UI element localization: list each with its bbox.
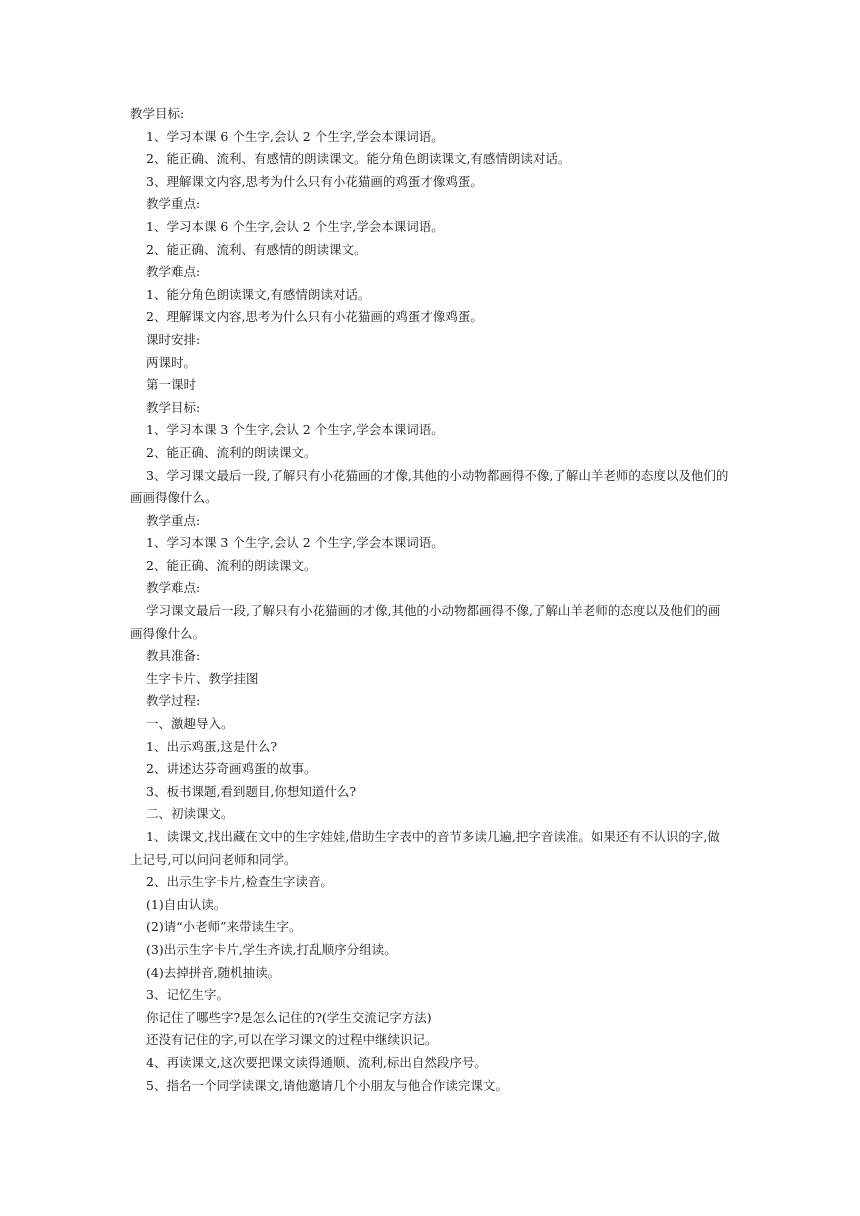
text-line: 2、能正确、流利的朗读课文。 <box>146 444 317 460</box>
text-line: 学习课文最后一段,了解只有小花猫画的才像,其他的小动物都画得不像,了解山羊老师的态度以及他们的画画得像什么。 <box>130 603 721 641</box>
text-line: 一、激趣导入。 <box>146 716 234 732</box>
text-line: 1、学习本课 3 个生字,会认 2 个生字,学会本课词语。 <box>146 422 444 438</box>
text-line: 还没有记住的字,可以在学习课文的过程中继续识记。 <box>146 1032 438 1048</box>
text-line: 1、学习本课 6 个生字,会认 2 个生字,学会本课词语。 <box>146 128 444 144</box>
text-line: 教学难点: <box>146 264 201 280</box>
text-line: 教学过程: <box>146 693 201 709</box>
text-line: 2、讲述达芬奇画鸡蛋的故事。 <box>146 761 317 777</box>
text-line: 1、学习本课 3 个生字,会认 2 个生字,学会本课词语。 <box>146 535 444 551</box>
text-line: (4)去掉拼音,随机抽读。 <box>146 964 281 980</box>
text-line: 教学重点: <box>146 512 201 528</box>
text-line: 教学目标: <box>130 106 185 121</box>
text-line: 3、学习课文最后一段,了解只有小花猫画的才像,其他的小动物都画得不像,了解山羊老师的态度以及他们的画画得像什么。 <box>130 467 729 506</box>
text-line: 4、再读课文,这次要把课文读得通顺、流利,标出自然段序号。 <box>146 1054 487 1070</box>
text-line: 1、能分角色朗读课文,有感情朗读对话。 <box>146 286 371 302</box>
text-line: 3、板书课题,看到题目,你想知道什么? <box>146 783 357 799</box>
text-line: (1)自由认读。 <box>146 896 227 912</box>
text-line: 二、初读课文。 <box>146 806 234 822</box>
text-line: 教学目标: <box>146 399 201 415</box>
text-line: 生字卡片、教学挂图 <box>146 670 259 686</box>
text-line: 5、指名一个同学读课文,请他邀请几个小朋友与他合作读完课文。 <box>146 1077 508 1093</box>
text-line: 3、记忆生字。 <box>146 987 229 1003</box>
text-line: 2、能正确、流利的朗读课文。 <box>146 557 317 573</box>
text-line: 2、出示生字卡片,检查生字读音。 <box>146 874 333 890</box>
lesson-plan-text <box>130 103 730 1097</box>
text-line: 教具准备: <box>146 648 201 664</box>
text-line: 1、出示鸡蛋,这是什么? <box>146 738 278 754</box>
text-line: 教学难点: <box>146 580 201 596</box>
text-line: 1、学习本课 6 个生字,会认 2 个生字,学会本课词语。 <box>146 218 444 234</box>
text-line: 3、理解课文内容,思考为什么只有小花猫画的鸡蛋才像鸡蛋。 <box>146 173 483 189</box>
text-line: 2、理解课文内容,思考为什么只有小花猫画的鸡蛋才像鸡蛋。 <box>146 309 483 325</box>
text-line: 课时安排: <box>146 331 201 347</box>
text-line: 2、能正确、流利、有感情的朗读课文。 <box>146 241 367 257</box>
text-line: 你记住了哪些字?是怎么记住的?(学生交流记字方法) <box>146 1009 432 1025</box>
text-line: 两课时。 <box>146 354 197 370</box>
text-line: 2、能正确、流利、有感情的朗读课文。能分角色朗读课文,有感情朗读对话。 <box>146 151 571 167</box>
text-line: (2)请“小老师”来带读生字。 <box>146 919 302 935</box>
text-line: 教学重点: <box>146 196 201 212</box>
text-line: 第一课时 <box>146 377 197 393</box>
text-line: 1、读课文,找出藏在文中的生字娃娃,借助生字表中的音节多读几遍,把字音读准。如果还有不认识的字,做上记号,可以问问老师和同学。 <box>130 829 720 867</box>
text-line: (3)出示生字卡片,学生齐读,打乱顺序分组读。 <box>146 941 397 957</box>
